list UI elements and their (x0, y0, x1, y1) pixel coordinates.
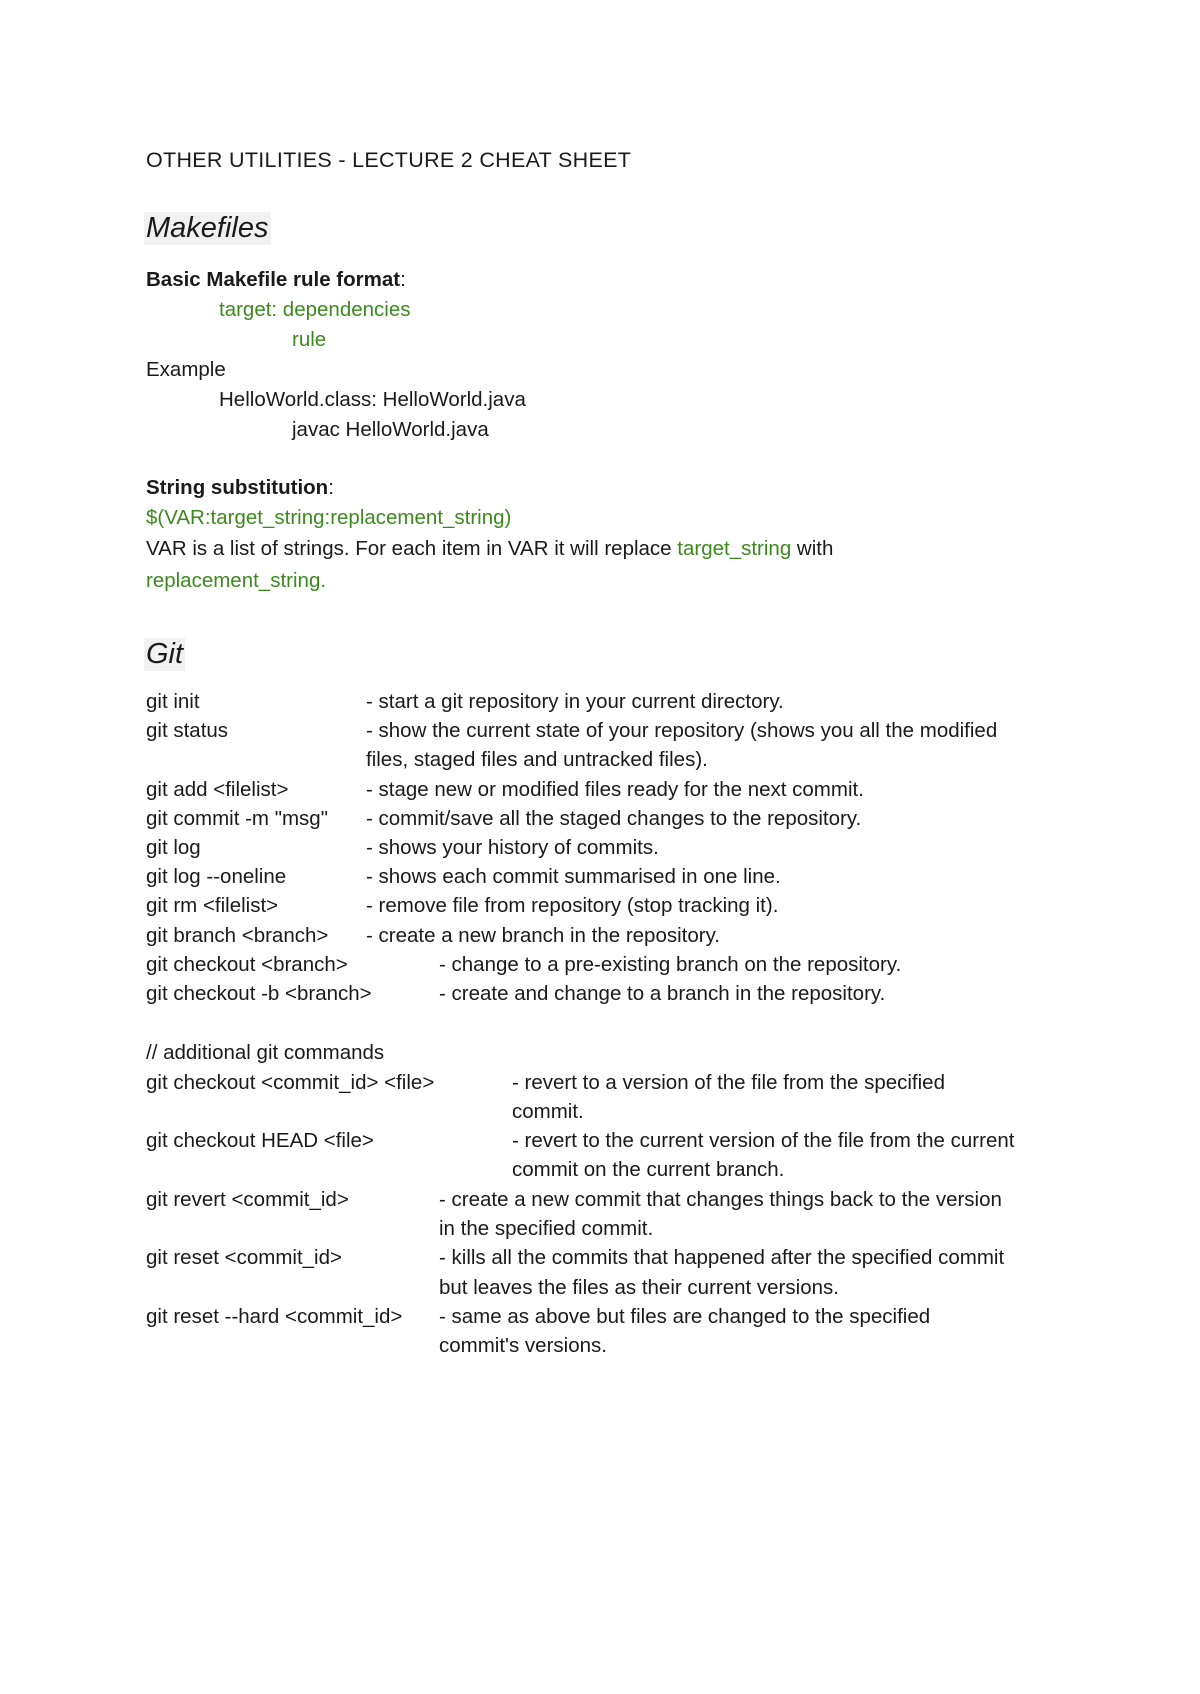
git-command-desc: - shows each commit summarised in one line. (366, 865, 781, 888)
format-line-target: target: dependencies (219, 298, 411, 321)
substitution-description (146, 537, 833, 561)
git-command: git status (146, 719, 229, 742)
git-command: git init (146, 690, 200, 713)
git-command: git checkout <branch> (146, 953, 348, 976)
git-command-desc: - create a new branch in the repository. (366, 924, 720, 947)
string-substitution-label: String substitution (146, 476, 329, 499)
substitution-desc-term1: target_string (677, 537, 792, 560)
rule-format-colon: : (400, 268, 406, 291)
git-command-desc: - kills all the commits that happened after the specified commit (439, 1246, 1005, 1269)
git-command: git rm <filelist> (146, 894, 279, 917)
additional-commands-comment: // additional git commands (146, 1041, 385, 1064)
git-command: git branch <branch> (146, 924, 329, 947)
page-title: OTHER UTILITIES - LECTURE 2 CHEAT SHEET (146, 148, 632, 172)
git-command: git checkout -b <branch> (146, 982, 372, 1005)
git-command-desc: - revert to the current version of the file from the current (512, 1129, 1015, 1152)
git-heading: Git (146, 638, 184, 670)
git-command-desc-cont: in the specified commit. (439, 1217, 654, 1240)
git-command: git checkout HEAD <file> (146, 1129, 374, 1152)
git-command-desc-cont: but leaves the files as their current versions. (439, 1276, 839, 1299)
git-command-desc: - show the current state of your repository (shows you all the modified (366, 719, 998, 742)
git-command: git commit -m "msg" (146, 807, 328, 830)
git-command: git revert <commit_id> (146, 1188, 349, 1211)
rule-format-label: Basic Makefile rule format (146, 268, 401, 291)
rule-format-label-line (146, 268, 406, 292)
git-command-desc: - revert to a version of the file from the specified (512, 1071, 945, 1094)
string-substitution-colon: : (328, 476, 334, 499)
git-command-desc-cont: files, staged files and untracked files). (366, 748, 708, 771)
git-command-desc: - shows your history of commits. (366, 836, 659, 859)
substitution-desc-term2: replacement_string. (146, 569, 327, 592)
git-command: git checkout <commit_id> <file> (146, 1071, 435, 1094)
git-command: git log (146, 836, 201, 859)
git-command-desc: - change to a pre-existing branch on the repository. (439, 953, 902, 976)
git-command-desc-cont: commit's versions. (439, 1334, 607, 1357)
git-command: git add <filelist> (146, 778, 289, 801)
git-command-desc: - start a git repository in your current directory. (366, 690, 784, 713)
git-command: git reset <commit_id> (146, 1246, 342, 1269)
git-command-desc: - create and change to a branch in the repository. (439, 982, 886, 1005)
git-command-desc-cont: commit. (512, 1100, 584, 1123)
git-command-desc: - remove file from repository (stop tracking it). (366, 894, 779, 917)
example-line-rule: javac HelloWorld.java (292, 418, 489, 441)
git-command-desc: - stage new or modified files ready for the next commit. (366, 778, 864, 801)
git-command-desc: - create a new commit that changes things back to the version (439, 1188, 1002, 1211)
substitution-desc-part1: VAR is a list of strings. For each item in VAR it will replace (146, 537, 678, 560)
string-substitution-label-line (146, 476, 334, 500)
git-command: git reset --hard <commit_id> (146, 1305, 403, 1328)
substitution-desc-part2: with (791, 537, 834, 560)
example-line-target: HelloWorld.class: HelloWorld.java (219, 388, 526, 411)
git-command-desc: - same as above but files are changed to the specified (439, 1305, 931, 1328)
makefiles-heading: Makefiles (146, 212, 269, 244)
git-command-desc-cont: commit on the current branch. (512, 1158, 785, 1181)
example-label: Example (146, 358, 226, 381)
git-command: git log --oneline (146, 865, 287, 888)
git-command-desc: - commit/save all the staged changes to the repository. (366, 807, 862, 830)
substitution-syntax: $(VAR:target_string:replacement_string) (146, 506, 512, 529)
format-line-rule: rule (292, 328, 327, 351)
